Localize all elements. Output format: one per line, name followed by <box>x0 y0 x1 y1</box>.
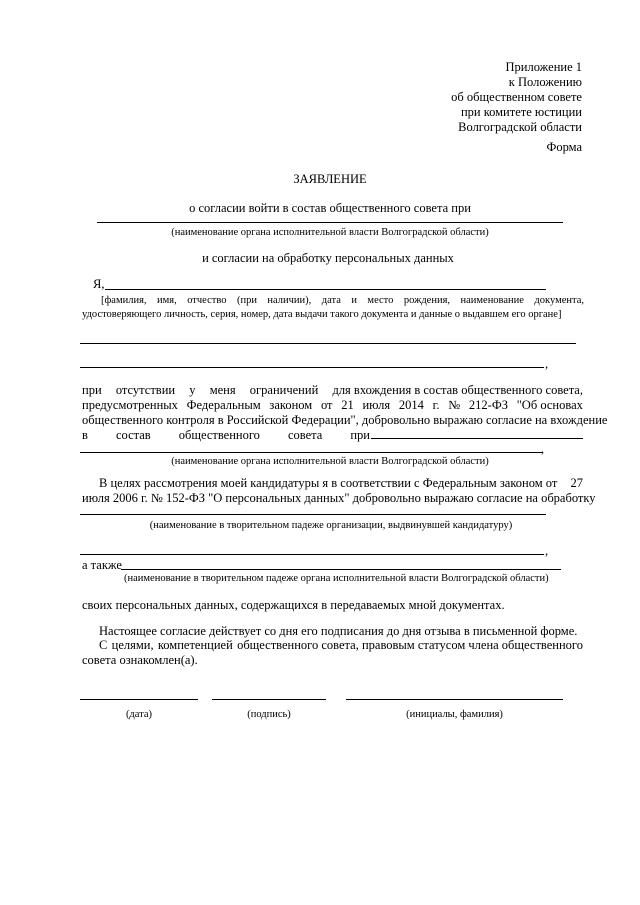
word: в <box>82 428 88 442</box>
word: предусмотренных <box>82 398 178 412</box>
own-data-line: своих персональных данных, содержащихся в передаваемых мной документах. <box>82 598 505 612</box>
i-label: Я, <box>93 277 105 291</box>
word: совета <box>287 428 323 442</box>
org-field-2[interactable] <box>80 554 544 555</box>
appendix-line-3: об общественном совете <box>451 90 582 104</box>
word: меня <box>209 383 236 397</box>
name-hint: (инициалы, фамилия) <box>406 709 503 720</box>
word: 212-ФЗ <box>468 398 508 412</box>
familiar-line-1 <box>99 638 583 653</box>
appendix-line-4: при комитете юстиции <box>460 105 582 119</box>
word: "Об основах <box>516 398 583 412</box>
word: отсутствии <box>115 383 176 397</box>
word: состав <box>115 428 151 442</box>
para1-line-2 <box>82 398 583 413</box>
appendix-line-1: Приложение 1 <box>505 60 582 74</box>
org-field[interactable] <box>80 514 546 515</box>
hint-authority-2: (наименование органа исполнительной власти Волгоградской области) <box>171 456 489 467</box>
comma-2: , <box>541 442 545 456</box>
authority-field-2a[interactable] <box>371 438 583 439</box>
word: № <box>448 398 461 412</box>
signature-field[interactable] <box>212 699 326 700</box>
name-field[interactable] <box>346 699 563 700</box>
para2-line-2: июля 2006 г. № 152-ФЗ "О персональных данных" добровольно выражаю согласие на обработку <box>82 491 596 505</box>
authority-field-3[interactable] <box>121 569 561 570</box>
word: С <box>99 638 108 652</box>
validity-line: Настоящее согласие действует со дня его подписания до дня отзыва в письменной форме. <box>99 624 578 638</box>
word: ограничений <box>249 383 319 397</box>
para1-line-3: общественного контроля в Российской Федерации", добровольно выражаю согласие на вхождение <box>82 413 608 427</box>
consent-council-line: о согласии войти в состав общественного совета при <box>189 201 471 215</box>
appendix-line-5: Волгоградской области <box>458 120 582 134</box>
hint-person-2: удостоверяющего личность, серия, номер, дата выдачи такого документа и данные о выдавшем его органе] <box>82 309 562 320</box>
signature-hint: (подпись) <box>247 709 291 720</box>
comma-3: , <box>545 544 549 558</box>
word: у <box>189 383 196 397</box>
person-field-1[interactable] <box>105 289 546 290</box>
word: от <box>320 398 333 412</box>
word: В целях рассмотрения моей кандидатуры я в соответствии с Федеральным законом от <box>99 476 558 490</box>
word: июля <box>362 398 391 412</box>
para1-line-1 <box>82 383 583 398</box>
appendix-line-2: к Положению <box>508 75 582 89</box>
word: законом <box>269 398 313 412</box>
hint-authority-3: (наименование в творительном падеже органа исполнительной власти Волгоградской области) <box>124 573 549 584</box>
para2-line-1 <box>99 476 583 491</box>
date-hint: (дата) <box>125 709 153 720</box>
word: общественного совета, правовым статусом члена общественного <box>237 638 583 652</box>
word: для вхождения в состав общественного совета, <box>332 383 583 397</box>
form-label: Форма <box>546 140 582 154</box>
word: при <box>82 383 102 397</box>
consent-data-line: и согласии на обработку персональных данных <box>202 251 454 265</box>
date-field[interactable] <box>80 699 198 700</box>
hint-person-1: [фамилия, имя, отчество (при наличии), дата и место рождения, наименование документа, <box>101 295 584 306</box>
word: Федеральным <box>186 398 261 412</box>
word: компетенцией <box>157 638 233 652</box>
document-title: ЗАЯВЛЕНИЕ <box>293 172 367 186</box>
hint-org: (наименование в творительном падеже организации, выдвинувшей кандидатуру) <box>149 520 513 531</box>
word: г. <box>432 398 440 412</box>
word: 27 <box>570 476 583 490</box>
hint-authority-1: (наименование органа исполнительной власти Волгоградской области) <box>171 227 489 238</box>
authority-field-1[interactable] <box>97 222 563 223</box>
para1-line-4 <box>82 428 370 443</box>
word: при <box>350 428 370 442</box>
also-label: а также <box>82 558 122 572</box>
familiar-line-2: совета ознакомлен(а). <box>82 653 198 667</box>
comma-1: , <box>545 357 549 371</box>
word: 21 <box>341 398 354 412</box>
person-field-2[interactable] <box>80 343 576 344</box>
word: целями, <box>111 638 154 652</box>
authority-field-2b[interactable] <box>80 452 542 453</box>
word: общественного <box>178 428 260 442</box>
person-field-3[interactable] <box>80 367 544 368</box>
word: 2014 <box>398 398 424 412</box>
